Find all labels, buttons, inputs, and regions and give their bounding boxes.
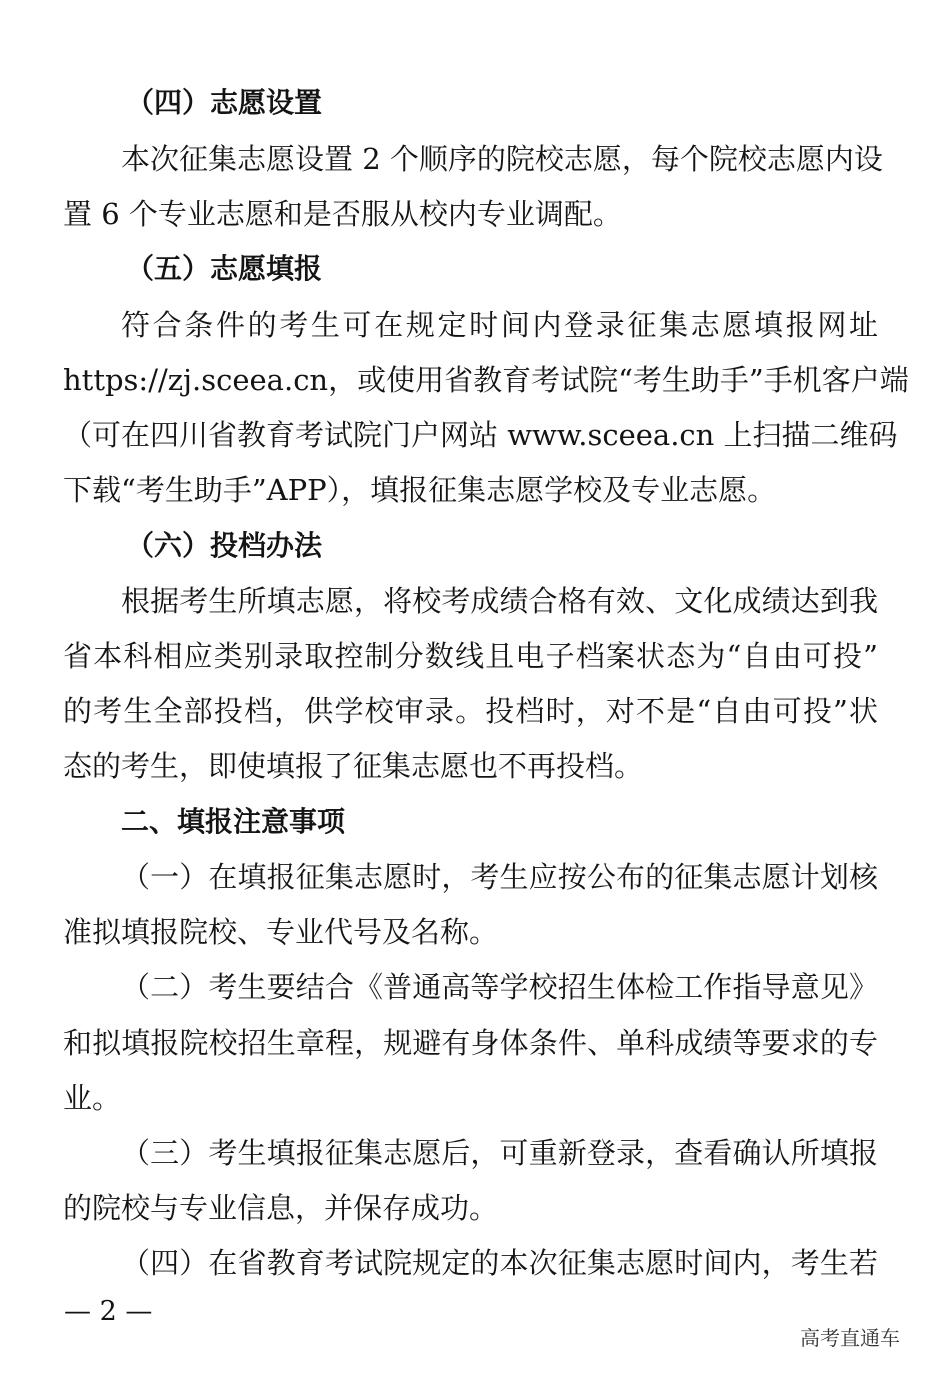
section-heading-4: （四）志愿设置: [126, 86, 323, 119]
paragraph-line: 置 6 个专业志愿和是否服从校内专业调配。: [63, 197, 622, 231]
paragraph-line: 下载“考生助手”APP），填报征集志愿学校及专业志愿。: [63, 473, 777, 507]
paragraph-line: （一）在填报征集志愿时，考生应按公布的征集志愿计划核: [121, 860, 878, 894]
paragraph-line: 准拟填报院校、专业代号及名称。: [63, 915, 499, 949]
paragraph-line: 和拟填报院校招生章程，规避有身体条件、单科成绩等要求的专: [63, 1026, 878, 1060]
paragraph-line: 态的考生，即使填报了征集志愿也不再投档。: [63, 749, 644, 783]
page-number: — 2 —: [64, 1296, 153, 1327]
paragraph-line: 本次征集志愿设置 2 个顺序的院校志愿，每个院校志愿内设: [121, 142, 883, 176]
paragraph-line: （四）在省教育考试院规定的本次征集志愿时间内，考生若: [121, 1246, 878, 1280]
part-two-heading: 二、填报注意事项: [121, 805, 346, 838]
paragraph-line: 省本科相应类别录取控制分数线且电子档案状态为“自由可投”: [63, 639, 878, 673]
paragraph-line: 的考生全部投档，供学校审录。投档时，对不是“自由可投”状: [63, 694, 878, 728]
paragraph-line: 根据考生所填志愿，将校考成绩合格有效、文化成绩达到我: [121, 584, 878, 618]
paragraph-line: https://zj.sceea.cn，或使用省教育考试院“考生助手”手机客户端: [63, 363, 909, 397]
section-heading-6: （六）投档办法: [126, 529, 323, 562]
paragraph-line: 符合条件的考生可在规定时间内登录征集志愿填报网址: [121, 308, 878, 342]
paragraph-line: 的院校与专业信息，并保存成功。: [63, 1191, 499, 1225]
paragraph-line: 业。: [63, 1081, 122, 1115]
paragraph-line: （二）考生要结合《普通高等学校招生体检工作指导意见》: [121, 970, 878, 1004]
paragraph-line: （可在四川省教育考试院门户网站 www.sceea.cn 上扫描二维码: [63, 418, 898, 452]
section-heading-5: （五）志愿填报: [126, 252, 323, 285]
paragraph-line: （三）考生填报征集志愿后，可重新登录，查看确认所填报: [121, 1136, 878, 1170]
watermark-text: 高考直通车: [800, 1326, 900, 1350]
